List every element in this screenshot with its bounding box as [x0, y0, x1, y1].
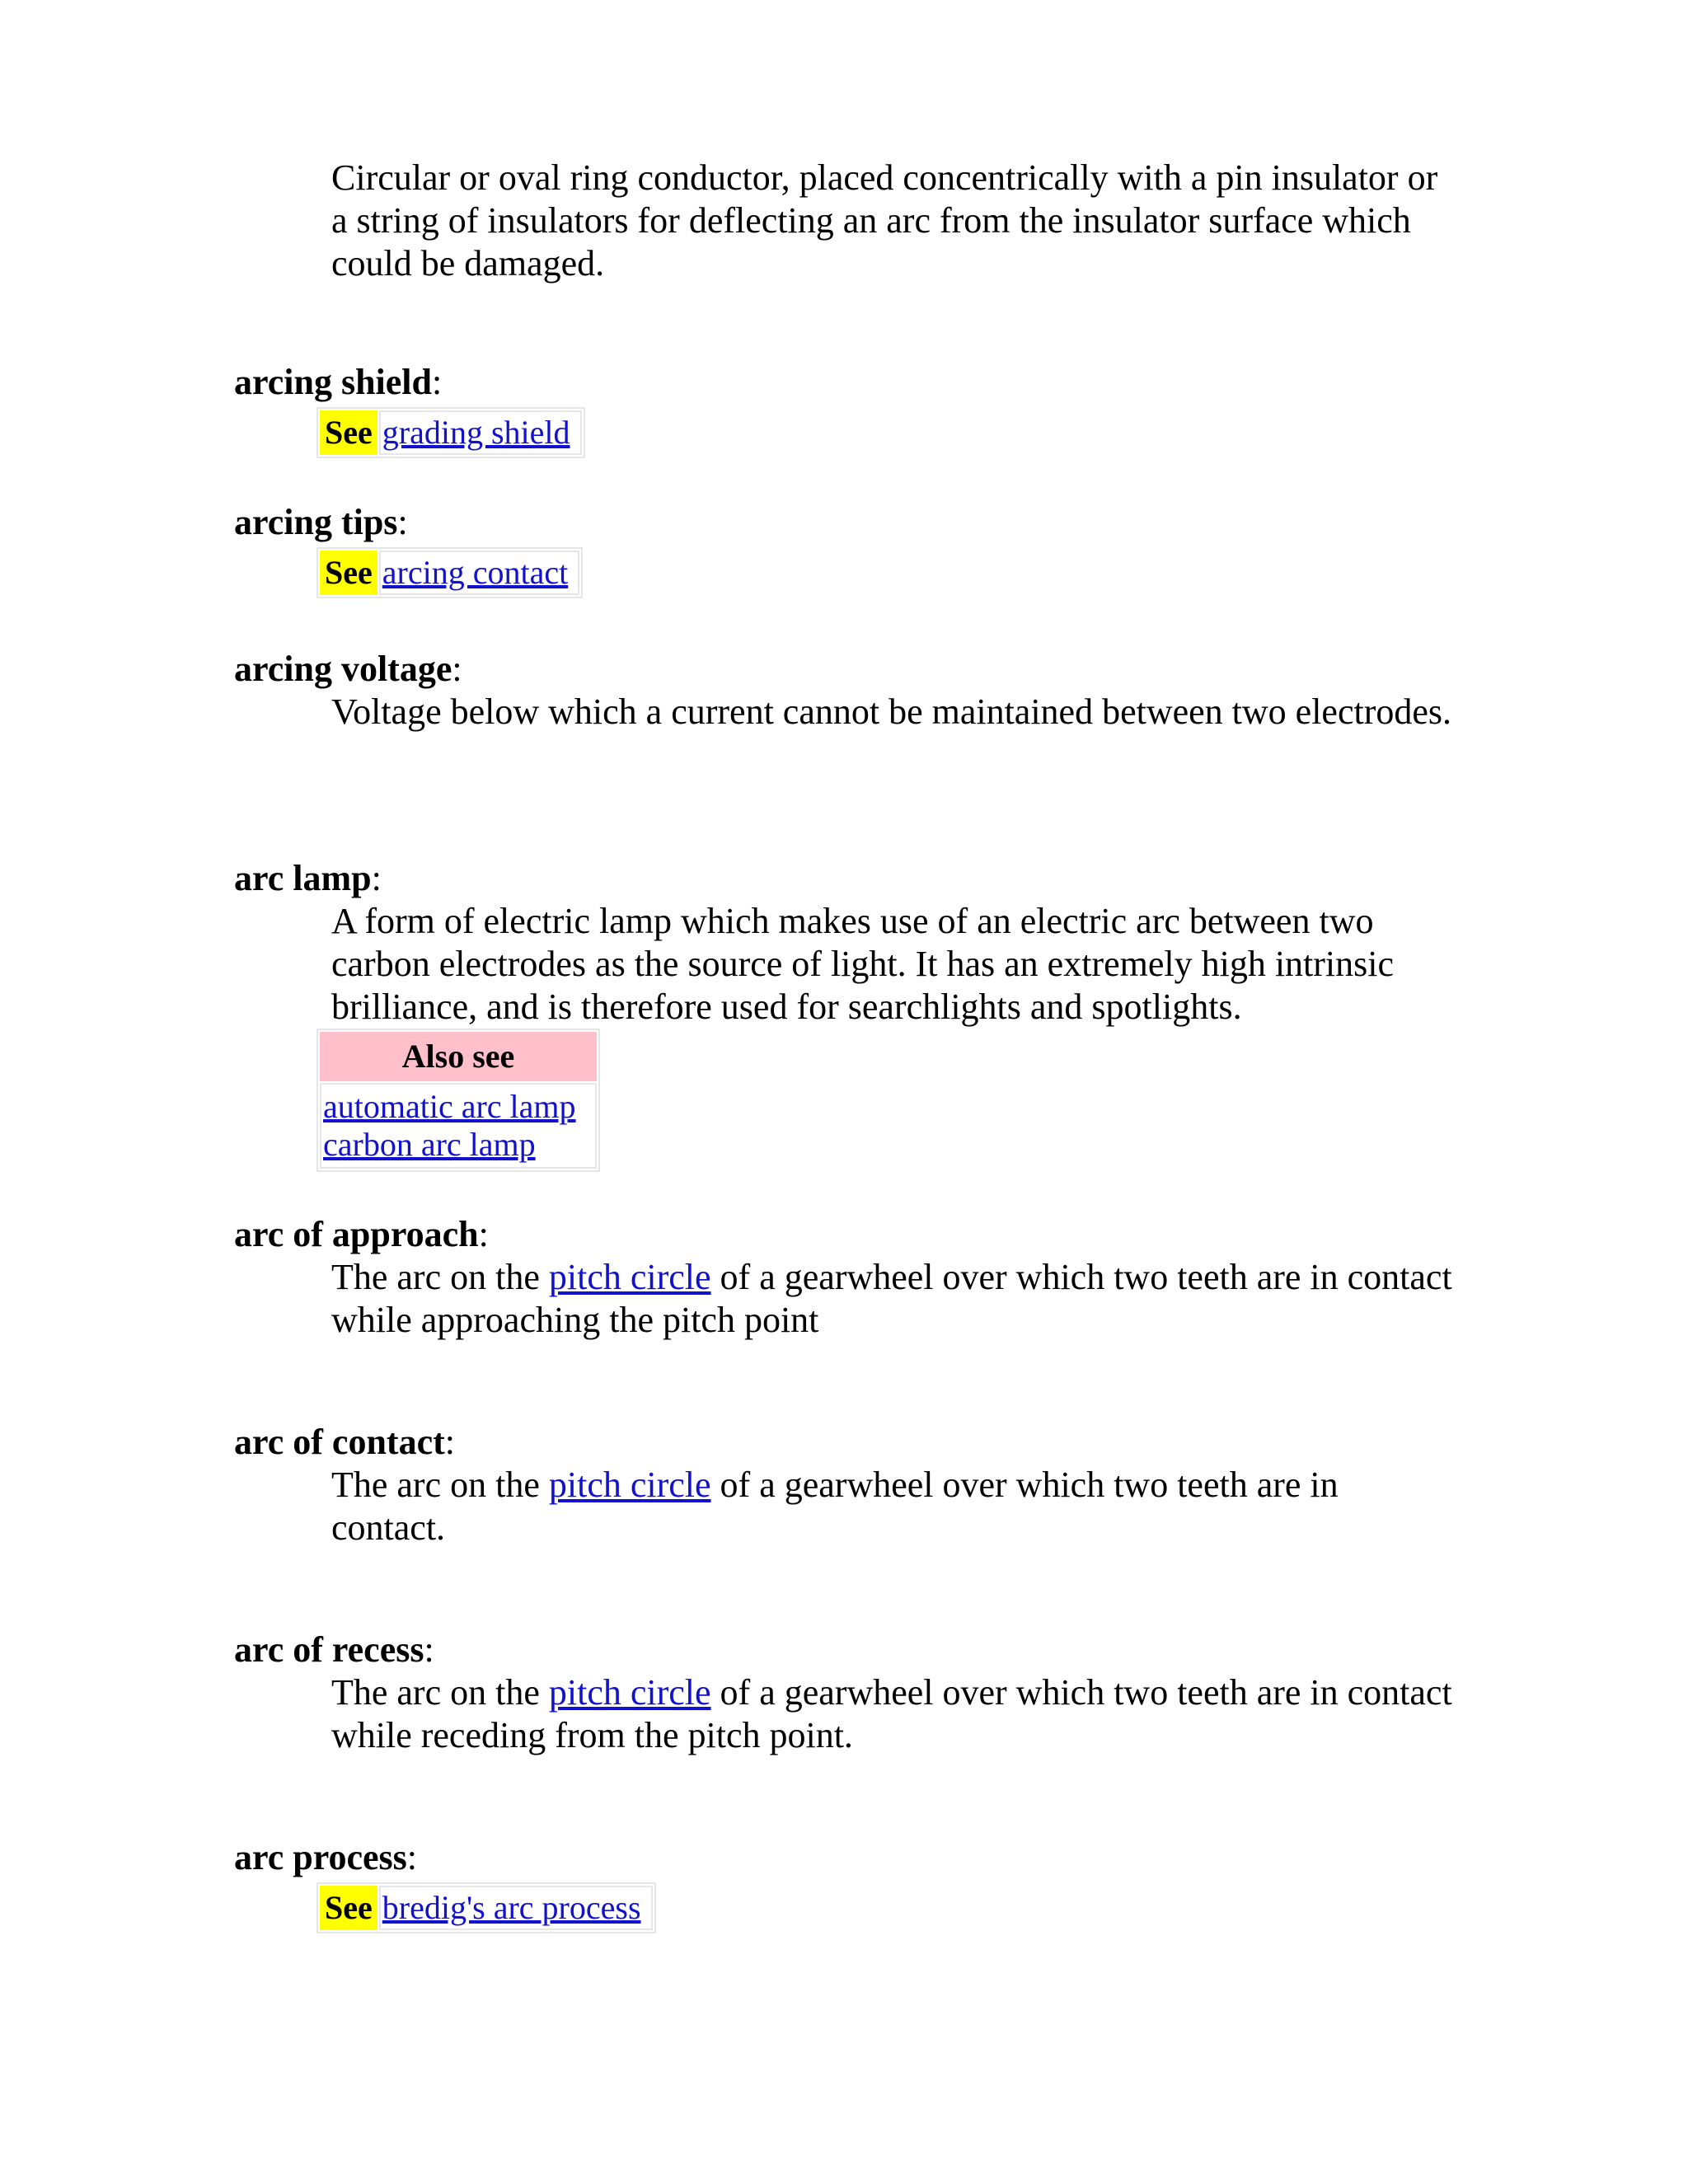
entry-term: arcing shield	[234, 362, 433, 402]
definition-link-pitch-circle[interactable]: pitch circle	[548, 1672, 711, 1713]
entry-definition	[331, 1256, 1452, 1342]
entry-definition	[331, 1671, 1452, 1757]
entry-term: arcing tips	[234, 502, 398, 542]
entry-term-line	[234, 1213, 1470, 1256]
term-colon: :	[424, 1629, 434, 1670]
also-see-link-carbon-arc-lamp[interactable]: carbon arc lamp	[323, 1126, 536, 1163]
see-link-grading-shield[interactable]: grading shield	[382, 414, 570, 451]
entry-term: arcing voltage	[234, 649, 452, 689]
entry-term-line	[234, 857, 1470, 900]
term-colon: :	[444, 1422, 455, 1462]
entry-term-line	[234, 1421, 1470, 1464]
definition-text: The arc on the	[331, 1672, 549, 1713]
entry-arcing-tips	[234, 501, 1470, 598]
see-link-cell	[379, 1886, 653, 1930]
term-colon: :	[452, 649, 462, 689]
entry-term-line	[234, 361, 1470, 404]
definition-link-pitch-circle[interactable]: pitch circle	[548, 1257, 711, 1297]
also-see-link-automatic-arc-lamp[interactable]: automatic arc lamp	[323, 1088, 576, 1125]
definition-link-pitch-circle[interactable]: pitch circle	[548, 1465, 711, 1505]
entry-definition	[331, 1464, 1452, 1549]
entry-term-line	[234, 1629, 1470, 1671]
entry-term-line	[234, 648, 1470, 691]
also-see-links	[320, 1083, 597, 1169]
see-box	[316, 547, 583, 598]
see-link-bredigs-arc-process[interactable]: bredig's arc process	[382, 1889, 641, 1926]
see-label: See	[320, 410, 377, 455]
entry-term: arc process	[234, 1837, 407, 1877]
entry-term-line	[234, 1836, 1470, 1879]
see-box	[316, 407, 585, 458]
term-colon: :	[406, 1837, 418, 1877]
entry-definition: Voltage below which a current cannot be maintained between two electrodes.	[331, 691, 1452, 732]
entry-term: arc of approach	[234, 1214, 479, 1254]
entry-arcing-shield	[234, 361, 1470, 458]
entry-arc-of-contact	[234, 1421, 1470, 1549]
entry-term: arc of recess	[234, 1629, 424, 1670]
entry-arc-process	[234, 1836, 1470, 1933]
entry-term: arc of contact	[234, 1422, 445, 1462]
definition-text: The arc on the	[331, 1465, 549, 1505]
definition-text: of a gearwheel over which two teeth are in contact while receding from the pitch point.	[331, 1672, 1452, 1755]
entry-arcing-voltage	[234, 648, 1470, 733]
entry-term-line	[234, 501, 1470, 544]
also-see-box	[316, 1029, 600, 1172]
entry-arc-of-approach	[234, 1213, 1470, 1342]
also-see-label: Also see	[320, 1032, 597, 1081]
see-label: See	[320, 1886, 377, 1930]
see-box	[316, 1882, 656, 1933]
term-colon: :	[432, 362, 443, 402]
see-label: See	[320, 551, 377, 595]
see-link-arcing-contact[interactable]: arcing contact	[382, 554, 569, 591]
see-link-cell	[379, 551, 579, 595]
entry-term: arc lamp	[234, 858, 372, 898]
definition-text: of a gearwheel over which two teeth are in contact.	[331, 1465, 1339, 1548]
definition-text: The arc on the	[331, 1257, 549, 1297]
definition-text: of a gearwheel over which two teeth are in contact while approaching the pitch point	[331, 1257, 1452, 1340]
term-colon: :	[478, 1214, 489, 1254]
entry-definition-intro: Circular or oval ring conductor, placed concentrically with a pin insulator or a string of insulators for deflecting an arc from the insulator surface which could be damaged.	[331, 157, 1438, 284]
term-colon: :	[371, 858, 382, 898]
entry-arc-of-recess	[234, 1629, 1470, 1757]
entry-arc-lamp	[234, 857, 1470, 1172]
entry-definition: A form of electric lamp which makes use of an electric arc between two carbon electrodes as the source of light. It has an extremely high intrinsic brilliance, and is therefore used for searchlights and spotlights.	[331, 901, 1395, 1027]
term-colon: :	[397, 502, 408, 542]
see-link-cell	[379, 410, 582, 455]
